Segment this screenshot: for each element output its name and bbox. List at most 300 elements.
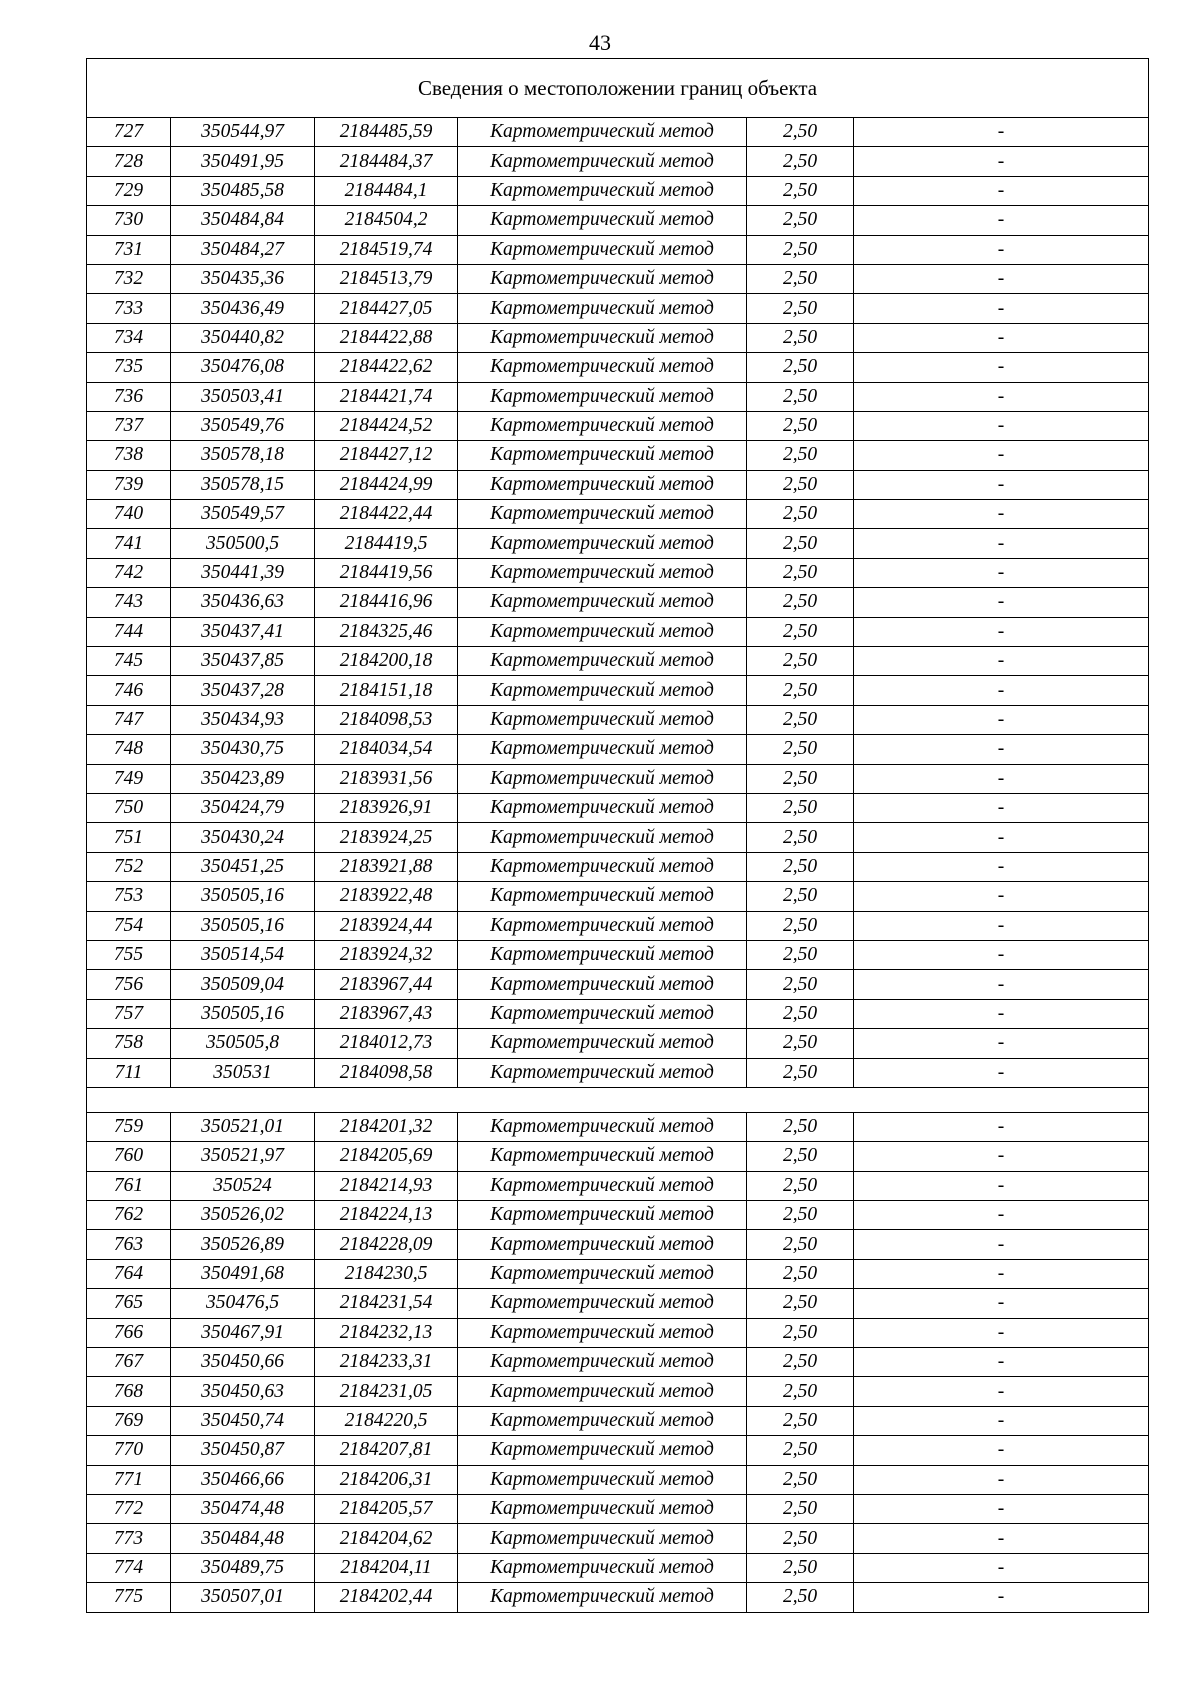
x-coordinate-cell: 350440,82 [171, 323, 315, 352]
method-cell: Картометрический метод [458, 411, 747, 440]
y-coordinate-cell: 2184034,54 [315, 735, 458, 764]
point-number-cell: 711 [87, 1058, 171, 1087]
table-row [87, 1524, 1149, 1553]
x-coordinate-cell: 350450,74 [171, 1406, 315, 1435]
accuracy-cell: 2,50 [747, 1318, 854, 1347]
point-number-cell: 752 [87, 852, 171, 881]
point-number-cell: 774 [87, 1553, 171, 1582]
accuracy-cell: 2,50 [747, 264, 854, 293]
table-row [87, 764, 1149, 793]
table-row [87, 676, 1149, 705]
description-cell: - [854, 647, 1149, 676]
accuracy-cell: 2,50 [747, 793, 854, 822]
description-cell: - [854, 1289, 1149, 1318]
section-separator-cell [87, 1087, 1149, 1112]
point-number-cell: 770 [87, 1436, 171, 1465]
table-row [87, 617, 1149, 646]
accuracy-cell: 2,50 [747, 529, 854, 558]
x-coordinate-cell: 350441,39 [171, 558, 315, 587]
method-cell: Картометрический метод [458, 647, 747, 676]
x-coordinate-cell: 350476,08 [171, 353, 315, 382]
description-cell: - [854, 1524, 1149, 1553]
point-number-cell: 767 [87, 1348, 171, 1377]
accuracy-cell: 2,50 [747, 323, 854, 352]
point-number-cell: 763 [87, 1230, 171, 1259]
accuracy-cell: 2,50 [747, 500, 854, 529]
description-cell: - [854, 382, 1149, 411]
table-row [87, 735, 1149, 764]
point-number-cell: 736 [87, 382, 171, 411]
method-cell: Картометрический метод [458, 1465, 747, 1494]
table-row [87, 823, 1149, 852]
point-number-cell: 735 [87, 353, 171, 382]
method-cell: Картометрический метод [458, 588, 747, 617]
method-cell: Картометрический метод [458, 441, 747, 470]
x-coordinate-cell: 350474,48 [171, 1494, 315, 1523]
x-coordinate-cell: 350434,93 [171, 705, 315, 734]
point-number-cell: 750 [87, 793, 171, 822]
point-number-cell: 738 [87, 441, 171, 470]
point-number-cell: 773 [87, 1524, 171, 1553]
table-row [87, 882, 1149, 911]
table-row [87, 1318, 1149, 1347]
x-coordinate-cell: 350450,66 [171, 1348, 315, 1377]
x-coordinate-cell: 350491,95 [171, 147, 315, 176]
description-cell: - [854, 1142, 1149, 1171]
method-cell: Картометрический метод [458, 294, 747, 323]
y-coordinate-cell: 2184419,56 [315, 558, 458, 587]
table-row [87, 470, 1149, 499]
method-cell: Картометрический метод [458, 1318, 747, 1347]
x-coordinate-cell: 350451,25 [171, 852, 315, 881]
accuracy-cell: 2,50 [747, 588, 854, 617]
table-row [87, 147, 1149, 176]
table-row [87, 1230, 1149, 1259]
table-row [87, 1142, 1149, 1171]
description-cell: - [854, 1406, 1149, 1435]
y-coordinate-cell: 2184422,44 [315, 500, 458, 529]
description-cell: - [854, 411, 1149, 440]
description-cell: - [854, 1058, 1149, 1087]
accuracy-cell: 2,50 [747, 118, 854, 147]
y-coordinate-cell: 2184206,31 [315, 1465, 458, 1494]
method-cell: Картометрический метод [458, 617, 747, 646]
x-coordinate-cell: 350524 [171, 1171, 315, 1200]
table-title-row [87, 59, 1149, 118]
description-cell: - [854, 911, 1149, 940]
table-row [87, 411, 1149, 440]
y-coordinate-cell: 2184232,13 [315, 1318, 458, 1347]
point-number-cell: 768 [87, 1377, 171, 1406]
table-row [87, 206, 1149, 235]
table-row [87, 1348, 1149, 1377]
y-coordinate-cell: 2184098,58 [315, 1058, 458, 1087]
point-number-cell: 748 [87, 735, 171, 764]
y-coordinate-cell: 2183967,43 [315, 999, 458, 1028]
method-cell: Картометрический метод [458, 529, 747, 558]
x-coordinate-cell: 350505,16 [171, 882, 315, 911]
method-cell: Картометрический метод [458, 970, 747, 999]
method-cell: Картометрический метод [458, 1348, 747, 1377]
y-coordinate-cell: 2184204,11 [315, 1553, 458, 1582]
table-title: Сведения о местоположении границ объекта [87, 59, 1149, 118]
x-coordinate-cell: 350544,97 [171, 118, 315, 147]
point-number-cell: 741 [87, 529, 171, 558]
method-cell: Картометрический метод [458, 1029, 747, 1058]
table-row [87, 911, 1149, 940]
method-cell: Картометрический метод [458, 147, 747, 176]
method-cell: Картометрический метод [458, 1171, 747, 1200]
x-coordinate-cell: 350484,48 [171, 1524, 315, 1553]
accuracy-cell: 2,50 [747, 353, 854, 382]
point-number-cell: 760 [87, 1142, 171, 1171]
description-cell: - [854, 764, 1149, 793]
method-cell: Картометрический метод [458, 1377, 747, 1406]
point-number-cell: 733 [87, 294, 171, 323]
accuracy-cell: 2,50 [747, 470, 854, 499]
x-coordinate-cell: 350549,57 [171, 500, 315, 529]
description-cell: - [854, 470, 1149, 499]
description-cell: - [854, 206, 1149, 235]
y-coordinate-cell: 2184151,18 [315, 676, 458, 705]
description-cell: - [854, 1230, 1149, 1259]
accuracy-cell: 2,50 [747, 940, 854, 969]
y-coordinate-cell: 2184504,2 [315, 206, 458, 235]
accuracy-cell: 2,50 [747, 1524, 854, 1553]
accuracy-cell: 2,50 [747, 1377, 854, 1406]
method-cell: Картометрический метод [458, 735, 747, 764]
y-coordinate-cell: 2183967,44 [315, 970, 458, 999]
description-cell: - [854, 588, 1149, 617]
point-number-cell: 754 [87, 911, 171, 940]
method-cell: Картометрический метод [458, 852, 747, 881]
table-row [87, 353, 1149, 382]
description-cell: - [854, 1465, 1149, 1494]
method-cell: Картометрический метод [458, 764, 747, 793]
point-number-cell: 764 [87, 1259, 171, 1288]
y-coordinate-cell: 2184421,74 [315, 382, 458, 411]
point-number-cell: 744 [87, 617, 171, 646]
accuracy-cell: 2,50 [747, 1230, 854, 1259]
description-cell: - [854, 735, 1149, 764]
table-row [87, 323, 1149, 352]
y-coordinate-cell: 2184484,37 [315, 147, 458, 176]
accuracy-cell: 2,50 [747, 1112, 854, 1141]
x-coordinate-cell: 350437,41 [171, 617, 315, 646]
y-coordinate-cell: 2184200,18 [315, 647, 458, 676]
accuracy-cell: 2,50 [747, 1289, 854, 1318]
y-coordinate-cell: 2184205,57 [315, 1494, 458, 1523]
y-coordinate-cell: 2184220,5 [315, 1406, 458, 1435]
description-cell: - [854, 970, 1149, 999]
table-row [87, 1494, 1149, 1523]
method-cell: Картометрический метод [458, 823, 747, 852]
y-coordinate-cell: 2183924,44 [315, 911, 458, 940]
accuracy-cell: 2,50 [747, 735, 854, 764]
y-coordinate-cell: 2184422,62 [315, 353, 458, 382]
description-cell: - [854, 147, 1149, 176]
accuracy-cell: 2,50 [747, 235, 854, 264]
y-coordinate-cell: 2184201,32 [315, 1112, 458, 1141]
x-coordinate-cell: 350578,18 [171, 441, 315, 470]
point-number-cell: 772 [87, 1494, 171, 1523]
description-cell: - [854, 118, 1149, 147]
x-coordinate-cell: 350435,36 [171, 264, 315, 293]
x-coordinate-cell: 350505,16 [171, 999, 315, 1028]
table-row [87, 1465, 1149, 1494]
table-row [87, 529, 1149, 558]
x-coordinate-cell: 350521,01 [171, 1112, 315, 1141]
method-cell: Картометрический метод [458, 323, 747, 352]
method-cell: Картометрический метод [458, 705, 747, 734]
table-row [87, 176, 1149, 205]
description-cell: - [854, 1436, 1149, 1465]
table-row [87, 1058, 1149, 1087]
description-cell: - [854, 294, 1149, 323]
x-coordinate-cell: 350436,49 [171, 294, 315, 323]
accuracy-cell: 2,50 [747, 1583, 854, 1612]
x-coordinate-cell: 350476,5 [171, 1289, 315, 1318]
x-coordinate-cell: 350424,79 [171, 793, 315, 822]
point-number-cell: 769 [87, 1406, 171, 1435]
accuracy-cell: 2,50 [747, 1465, 854, 1494]
description-cell: - [854, 1494, 1149, 1523]
accuracy-cell: 2,50 [747, 882, 854, 911]
method-cell: Картометрический метод [458, 1142, 747, 1171]
point-number-cell: 761 [87, 1171, 171, 1200]
y-coordinate-cell: 2184485,59 [315, 118, 458, 147]
accuracy-cell: 2,50 [747, 970, 854, 999]
y-coordinate-cell: 2184098,53 [315, 705, 458, 734]
description-cell: - [854, 940, 1149, 969]
y-coordinate-cell: 2184202,44 [315, 1583, 458, 1612]
x-coordinate-cell: 350531 [171, 1058, 315, 1087]
point-number-cell: 730 [87, 206, 171, 235]
description-cell: - [854, 176, 1149, 205]
table-row [87, 1583, 1149, 1612]
method-cell: Картометрический метод [458, 1230, 747, 1259]
y-coordinate-cell: 2184233,31 [315, 1348, 458, 1377]
y-coordinate-cell: 2183924,25 [315, 823, 458, 852]
x-coordinate-cell: 350489,75 [171, 1553, 315, 1582]
x-coordinate-cell: 350509,04 [171, 970, 315, 999]
boundary-table [86, 58, 1149, 1613]
method-cell: Картометрический метод [458, 676, 747, 705]
description-cell: - [854, 1029, 1149, 1058]
point-number-cell: 751 [87, 823, 171, 852]
y-coordinate-cell: 2184427,05 [315, 294, 458, 323]
y-coordinate-cell: 2183922,48 [315, 882, 458, 911]
y-coordinate-cell: 2184519,74 [315, 235, 458, 264]
point-number-cell: 742 [87, 558, 171, 587]
description-cell: - [854, 1377, 1149, 1406]
point-number-cell: 755 [87, 940, 171, 969]
accuracy-cell: 2,50 [747, 1058, 854, 1087]
y-coordinate-cell: 2184230,5 [315, 1259, 458, 1288]
method-cell: Картометрический метод [458, 235, 747, 264]
point-number-cell: 753 [87, 882, 171, 911]
accuracy-cell: 2,50 [747, 852, 854, 881]
method-cell: Картометрический метод [458, 470, 747, 499]
table-row [87, 1259, 1149, 1288]
method-cell: Картометрический метод [458, 882, 747, 911]
y-coordinate-cell: 2184419,5 [315, 529, 458, 558]
accuracy-cell: 2,50 [747, 764, 854, 793]
description-cell: - [854, 323, 1149, 352]
description-cell: - [854, 1112, 1149, 1141]
x-coordinate-cell: 350484,27 [171, 235, 315, 264]
accuracy-cell: 2,50 [747, 382, 854, 411]
x-coordinate-cell: 350505,16 [171, 911, 315, 940]
x-coordinate-cell: 350430,24 [171, 823, 315, 852]
x-coordinate-cell: 350503,41 [171, 382, 315, 411]
table-row [87, 264, 1149, 293]
method-cell: Картометрический метод [458, 1553, 747, 1582]
accuracy-cell: 2,50 [747, 1348, 854, 1377]
accuracy-cell: 2,50 [747, 823, 854, 852]
description-cell: - [854, 235, 1149, 264]
point-number-cell: 734 [87, 323, 171, 352]
method-cell: Картометрический метод [458, 382, 747, 411]
description-cell: - [854, 529, 1149, 558]
description-cell: - [854, 353, 1149, 382]
table-row [87, 970, 1149, 999]
accuracy-cell: 2,50 [747, 1171, 854, 1200]
table-row [87, 1171, 1149, 1200]
table-row [87, 382, 1149, 411]
table-row [87, 852, 1149, 881]
description-cell: - [854, 1259, 1149, 1288]
description-cell: - [854, 617, 1149, 646]
x-coordinate-cell: 350500,5 [171, 529, 315, 558]
method-cell: Картометрический метод [458, 500, 747, 529]
accuracy-cell: 2,50 [747, 1259, 854, 1288]
table-row [87, 705, 1149, 734]
y-coordinate-cell: 2184012,73 [315, 1029, 458, 1058]
table-row [87, 1406, 1149, 1435]
point-number-cell: 745 [87, 647, 171, 676]
section-separator-row [87, 1087, 1149, 1112]
point-number-cell: 747 [87, 705, 171, 734]
y-coordinate-cell: 2183924,32 [315, 940, 458, 969]
point-number-cell: 731 [87, 235, 171, 264]
description-cell: - [854, 793, 1149, 822]
table-row [87, 294, 1149, 323]
method-cell: Картометрический метод [458, 940, 747, 969]
method-cell: Картометрический метод [458, 911, 747, 940]
x-coordinate-cell: 350514,54 [171, 940, 315, 969]
description-cell: - [854, 1553, 1149, 1582]
method-cell: Картометрический метод [458, 1201, 747, 1230]
point-number-cell: 739 [87, 470, 171, 499]
y-coordinate-cell: 2184205,69 [315, 1142, 458, 1171]
table-row [87, 1289, 1149, 1318]
point-number-cell: 728 [87, 147, 171, 176]
method-cell: Картометрический метод [458, 264, 747, 293]
accuracy-cell: 2,50 [747, 176, 854, 205]
method-cell: Картометрический метод [458, 1494, 747, 1523]
point-number-cell: 759 [87, 1112, 171, 1141]
description-cell: - [854, 441, 1149, 470]
point-number-cell: 732 [87, 264, 171, 293]
x-coordinate-cell: 350423,89 [171, 764, 315, 793]
description-cell: - [854, 1171, 1149, 1200]
y-coordinate-cell: 2184224,13 [315, 1201, 458, 1230]
method-cell: Картометрический метод [458, 1436, 747, 1465]
x-coordinate-cell: 350521,97 [171, 1142, 315, 1171]
point-number-cell: 737 [87, 411, 171, 440]
x-coordinate-cell: 350436,63 [171, 588, 315, 617]
x-coordinate-cell: 350430,75 [171, 735, 315, 764]
method-cell: Картометрический метод [458, 353, 747, 382]
y-coordinate-cell: 2184228,09 [315, 1230, 458, 1259]
description-cell: - [854, 676, 1149, 705]
y-coordinate-cell: 2184484,1 [315, 176, 458, 205]
method-cell: Картометрический метод [458, 176, 747, 205]
point-number-cell: 775 [87, 1583, 171, 1612]
description-cell: - [854, 999, 1149, 1028]
method-cell: Картометрический метод [458, 999, 747, 1028]
y-coordinate-cell: 2183921,88 [315, 852, 458, 881]
description-cell: - [854, 1348, 1149, 1377]
point-number-cell: 762 [87, 1201, 171, 1230]
y-coordinate-cell: 2184422,88 [315, 323, 458, 352]
accuracy-cell: 2,50 [747, 647, 854, 676]
table-row [87, 118, 1149, 147]
table-row [87, 1029, 1149, 1058]
x-coordinate-cell: 350549,76 [171, 411, 315, 440]
point-number-cell: 756 [87, 970, 171, 999]
point-number-cell: 740 [87, 500, 171, 529]
accuracy-cell: 2,50 [747, 705, 854, 734]
accuracy-cell: 2,50 [747, 411, 854, 440]
x-coordinate-cell: 350466,66 [171, 1465, 315, 1494]
y-coordinate-cell: 2184231,54 [315, 1289, 458, 1318]
table-row [87, 588, 1149, 617]
accuracy-cell: 2,50 [747, 147, 854, 176]
point-number-cell: 749 [87, 764, 171, 793]
page-number: 43 [589, 30, 611, 55]
method-cell: Картометрический метод [458, 1259, 747, 1288]
table-row [87, 500, 1149, 529]
y-coordinate-cell: 2183926,91 [315, 793, 458, 822]
point-number-cell: 729 [87, 176, 171, 205]
method-cell: Картометрический метод [458, 558, 747, 587]
y-coordinate-cell: 2184204,62 [315, 1524, 458, 1553]
accuracy-cell: 2,50 [747, 441, 854, 470]
description-cell: - [854, 823, 1149, 852]
accuracy-cell: 2,50 [747, 617, 854, 646]
description-cell: - [854, 882, 1149, 911]
accuracy-cell: 2,50 [747, 1436, 854, 1465]
table-row [87, 235, 1149, 264]
method-cell: Картометрический метод [458, 118, 747, 147]
accuracy-cell: 2,50 [747, 206, 854, 235]
x-coordinate-cell: 350450,87 [171, 1436, 315, 1465]
y-coordinate-cell: 2184231,05 [315, 1377, 458, 1406]
x-coordinate-cell: 350484,84 [171, 206, 315, 235]
method-cell: Картометрический метод [458, 1058, 747, 1087]
table-row [87, 1436, 1149, 1465]
accuracy-cell: 2,50 [747, 1029, 854, 1058]
accuracy-cell: 2,50 [747, 911, 854, 940]
point-number-cell: 766 [87, 1318, 171, 1347]
description-cell: - [854, 1201, 1149, 1230]
point-number-cell: 727 [87, 118, 171, 147]
point-number-cell: 746 [87, 676, 171, 705]
description-cell: - [854, 500, 1149, 529]
x-coordinate-cell: 350467,91 [171, 1318, 315, 1347]
